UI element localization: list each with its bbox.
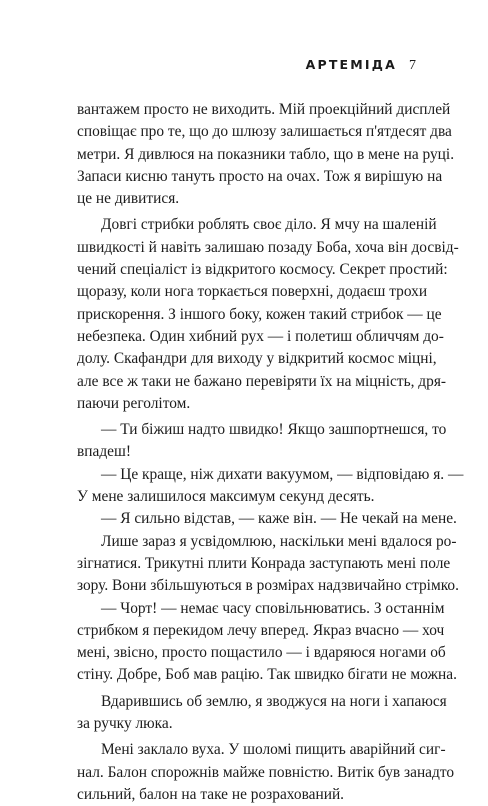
text-line: чений спеціаліст із відкритого космосу. Секрет простий:	[77, 261, 448, 279]
paragraph	[77, 691, 447, 736]
paragraph	[77, 214, 459, 415]
text-line: але все ж таки не бажано перевіряти їх на міцність, дря-	[77, 372, 447, 390]
text-line: мені, звісно, просто пощастило — і вдаряюся ногами об	[77, 644, 446, 662]
text-line: щоразу, коли нога торкається поверхні, додаєш трохи	[77, 283, 428, 301]
paragraph	[77, 531, 459, 598]
text-line: небезпека. Один хибний рух — і полетиш обличчям до-	[77, 327, 444, 345]
text-line: Вдарившись об землю, я зводжуся на ноги і хапаюся	[101, 692, 447, 710]
text-line: — Це краще, ніж дихати вакуумом, — відповідаю я. —	[101, 465, 464, 483]
text-line: У мене залишилося максимум секунд десять.	[77, 488, 375, 506]
text-line: — Чорт! — немає часу сповільнюватись. З останнім	[101, 599, 445, 617]
body-text	[77, 99, 464, 806]
text-line: вантажем просто не виходить. Мій проекційний дисплей	[77, 101, 451, 118]
text-line: стіну. Добре, Боб мав рацію. Так швидко бігати не можна.	[77, 666, 457, 684]
paragraph	[77, 739, 455, 806]
text-line: долу. Скафандри для виходу у відкритий космос міцні,	[77, 350, 437, 368]
text-line: нал. Балон спорожнів майже повністю. Витік був занадто	[77, 763, 455, 781]
text-line: прискорення. З іншого боку, кожен такий стрибок — це	[77, 305, 442, 323]
paragraph	[77, 464, 464, 509]
text-line: метри. Я дивлюся на показники табло, що в мене на руці.	[77, 145, 455, 163]
text-line: Мені заклало вуха. У шоломі пищить аварійний сиг-	[101, 741, 446, 759]
page-number: 7	[409, 58, 416, 73]
text-line: сильний, балон на таке не розрахований.	[77, 785, 345, 803]
text-line: швидкості й навіть залишаю позаду Боба, хоча він досвід-	[77, 238, 459, 256]
text-line: впадеш!	[77, 443, 131, 461]
text-line: паючи реголітом.	[77, 394, 191, 412]
paragraph	[77, 598, 457, 687]
running-title: АРТЕМІДА	[305, 57, 397, 72]
paragraph	[77, 419, 447, 464]
text-line: — Ти біжиш надто швидко! Якщо зашпортнешся, то	[101, 421, 447, 439]
text-line: Лише зараз я усвідомлюю, наскільки мені вдалося ро-	[101, 532, 457, 550]
text-line: зору. Вони збільшуються в розмірах надзвичайно стрімко.	[77, 577, 459, 595]
text-line: за ручку люка.	[77, 715, 173, 733]
paragraph	[77, 508, 457, 530]
text-line: стрибком я перекидом лечу вперед. Якраз вчасно — хоч	[77, 621, 445, 639]
text-line: Довгі стрибки роблять своє діло. Я мчу на шаленій	[101, 216, 437, 234]
text-line: це не дивитися.	[77, 190, 180, 208]
text-line: сповіщає про те, що до шлюзу залишається п'ятдесят два	[77, 123, 452, 141]
running-header	[306, 57, 416, 73]
paragraph	[77, 99, 455, 210]
text-line: Запаси кисню тануть просто на очах. Тож я вирішую на	[77, 167, 443, 185]
text-line: — Я сильно відстав, — каже він. — Не чекай на мене.	[101, 510, 457, 528]
text-line: зігнатися. Трикутні плити Конрада заступають мені поле	[77, 554, 451, 572]
